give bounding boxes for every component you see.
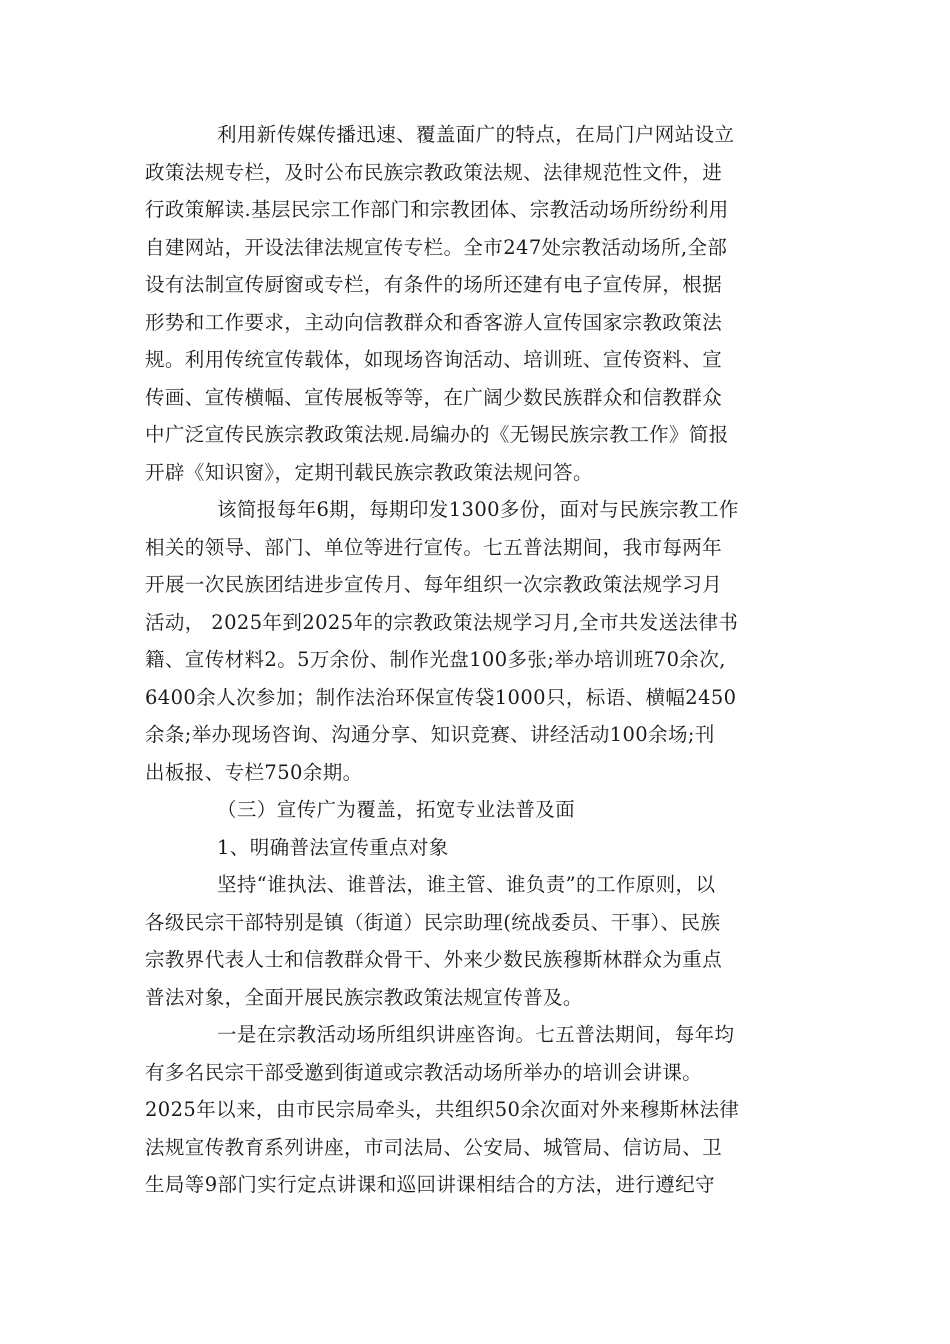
paragraph-line: 该简报每年6期，每期印发1300多份，面对与民族宗教工作 xyxy=(217,498,739,521)
paragraph-line: 生局等9部门实行定点讲课和巡回讲课相结合的方法，进行遵纪守 xyxy=(145,1173,716,1196)
paragraph-line: 传画、宣传横幅、宣传展板等等，在广阔少数民族群众和信教群众 xyxy=(145,385,723,409)
paragraph-line: 出板报、专栏750余期。 xyxy=(145,760,363,784)
paragraph-line: 法规宣传教育系列讲座，市司法局、公安局、城管局、信访局、卫 xyxy=(145,1135,723,1159)
subsection-heading: 1、明确普法宣传重点对象 xyxy=(217,835,449,859)
paragraph-line: 相关的领导、部门、单位等进行宣传。七五普法期间，我市每两年 xyxy=(145,535,723,559)
paragraph-line: 中广泛宣传民族宗教政策法规.局编办的《无锡民族宗教工作》简报 xyxy=(145,423,729,446)
document-body xyxy=(145,116,810,1204)
paragraph-line: 规。利用传统宣传载体，如现场咨询活动、培训班、宣传资料、宣 xyxy=(145,348,723,371)
paragraph-line: 各级民宗干部特别是镇（街道）民宗助理(统战委员、干事）、民族 xyxy=(145,910,721,934)
paragraph-line: 坚持“谁执法、谁普法，谁主管、谁负责”的工作原则，以 xyxy=(217,873,716,896)
paragraph-line: 籍、宣传材料2。5万余份、制作光盘100多张;举办培训班70余次, xyxy=(145,648,726,671)
paragraph-line: 行政策解读.基层民宗工作部门和宗教团体、宗教活动场所纷纷利用 xyxy=(145,198,729,221)
paragraph-line: 自建网站，开设法律法规宣传专栏。全市247处宗教活动场所,全部 xyxy=(145,235,728,259)
paragraph-line: 6400余人次参加；制作法治环保宣传袋1000只，标语、横幅2450 xyxy=(145,685,737,709)
paragraph-line: 普法对象，全面开展民族宗教政策法规宣传普及。 xyxy=(145,985,583,1009)
paragraph-line: 利用新传媒传播迅速、覆盖面广的特点，在局门户网站设立 xyxy=(217,123,735,146)
paragraph-line: 政策法规专栏，及时公布民族宗教政策法规、法律规范性文件，进 xyxy=(145,160,723,184)
paragraph-line: 一是在宗教活动场所组织讲座咨询。七五普法期间，每年均 xyxy=(217,1023,735,1046)
paragraph-line: 设有法制宣传厨窗或专栏，有条件的场所还建有电子宣传屏，根据 xyxy=(145,273,723,296)
paragraph-line: 活动， 2025年到2025年的宗教政策法规学习月,全市共发送法律书 xyxy=(145,610,739,634)
paragraph-line: 2025年以来，由市民宗局牵头，共组织50余次面对外来穆斯林法律 xyxy=(145,1098,740,1121)
paragraph-line: 余条;举办现场咨询、沟通分享、知识竞赛、讲经活动100余场;刊 xyxy=(145,723,715,746)
paragraph-line: 有多名民宗干部受邀到街道或宗教活动场所举办的培训会讲课。 xyxy=(145,1060,703,1084)
paragraph-line: 宗教界代表人士和信教群众骨干、外来少数民族穆斯林群众为重点 xyxy=(145,948,723,971)
paragraph-line: 开辟《知识窗》，定期刊载民族宗教政策法规问答。 xyxy=(145,460,593,484)
section-heading: （三）宣传广为覆盖，拓宽专业法普及面 xyxy=(217,798,576,821)
paragraph-line: 形势和工作要求，主动向信教群众和香客游人宣传国家宗教政策法 xyxy=(145,310,723,334)
paragraph-line: 开展一次民族团结进步宣传月、每年组织一次宗教政策法规学习月 xyxy=(145,573,723,596)
